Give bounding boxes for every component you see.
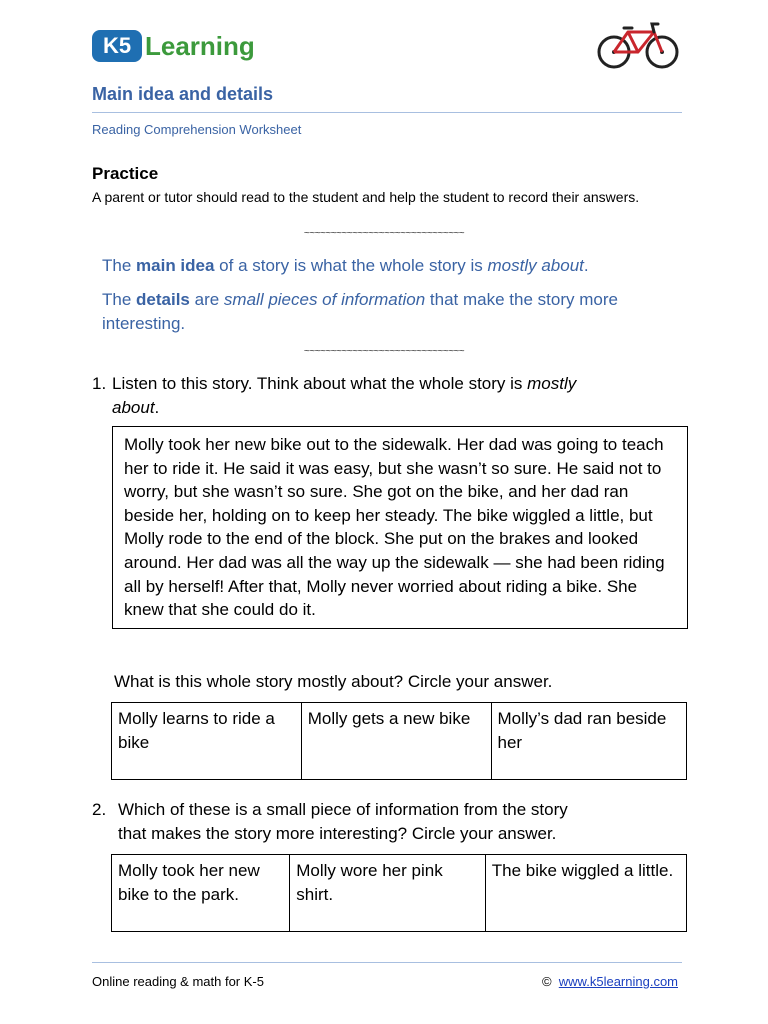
question-1-number: 1.: [92, 374, 107, 393]
footer-copyright: © www.k5learning.com: [541, 974, 678, 989]
question-2-number: 2.: [92, 800, 107, 819]
separator-top: ~~~~~~~~~~~~~~~~~~~~~~~~~~~~~~: [303, 228, 465, 239]
header-divider: [92, 112, 682, 113]
question-1-text: Listen to this story. Think about what the whole story is: [112, 374, 528, 393]
practice-instructions: A parent or tutor should read to the student and help the student to record their answers.: [92, 189, 640, 205]
logo-wordmark: Learning: [145, 31, 255, 61]
answer-choice[interactable]: Molly learns to ride a bike: [112, 703, 302, 780]
answer-choice[interactable]: Molly took her new bike to the park.: [112, 855, 290, 932]
question-1-choices: [111, 702, 687, 780]
question-2-text: Which of these is a small piece of information from the story: [118, 800, 568, 819]
question-1: [92, 372, 692, 420]
footer-divider: [92, 962, 682, 963]
separator-bottom: ~~~~~~~~~~~~~~~~~~~~~~~~~~~~~~: [303, 346, 465, 357]
question-1-emphasis: mostly: [527, 374, 577, 393]
k5-learning-logo: [92, 22, 262, 68]
footer-tagline: Online reading & math for K-5: [92, 974, 264, 989]
worksheet-title: Main idea and details: [92, 84, 274, 104]
answer-choice[interactable]: The bike wiggled a little.: [485, 855, 686, 932]
website-link[interactable]: www.k5learning.com: [558, 974, 678, 989]
question-1-prompt: What is this whole story mostly about? Circle your answer.: [114, 672, 553, 691]
story-box: Molly took her new bike out to the sidewalk. Her dad was going to teach her to ride it. He said it was easy, but she wasn’t so sure. He said not to worry, but she wasn’t so sure. She got on the bike, and her dad ran beside her, holding on to keep her steady. The bike wiggled a little, but Molly rode to the end of the block. She put on the brakes and looked around. Her dad was all the way up the sidewalk — she had been riding all by herself! After that, Molly never worried about riding a bike. She knew that she could do it.: [112, 426, 688, 629]
main-idea-definition: The main idea of a story is what the whole story is mostly about.: [102, 256, 589, 275]
logo-badge: K5: [92, 30, 142, 62]
question-2-continuation: that makes the story more interesting? Circle your answer.: [118, 824, 557, 843]
answer-choice[interactable]: Molly’s dad ran beside her: [491, 703, 687, 780]
worksheet-subtitle: Reading Comprehension Worksheet: [92, 122, 302, 137]
details-definition: The details are small pieces of information that make the story more interesting.: [102, 290, 618, 333]
answer-choice[interactable]: Molly gets a new bike: [301, 703, 491, 780]
practice-heading: Practice: [92, 164, 159, 183]
question-1-continuation: about.: [112, 398, 160, 417]
question-2: [92, 798, 692, 846]
answer-choice[interactable]: Molly wore her pink shirt.: [290, 855, 486, 932]
question-2-choices: [111, 854, 687, 932]
bicycle-icon: [596, 18, 680, 70]
